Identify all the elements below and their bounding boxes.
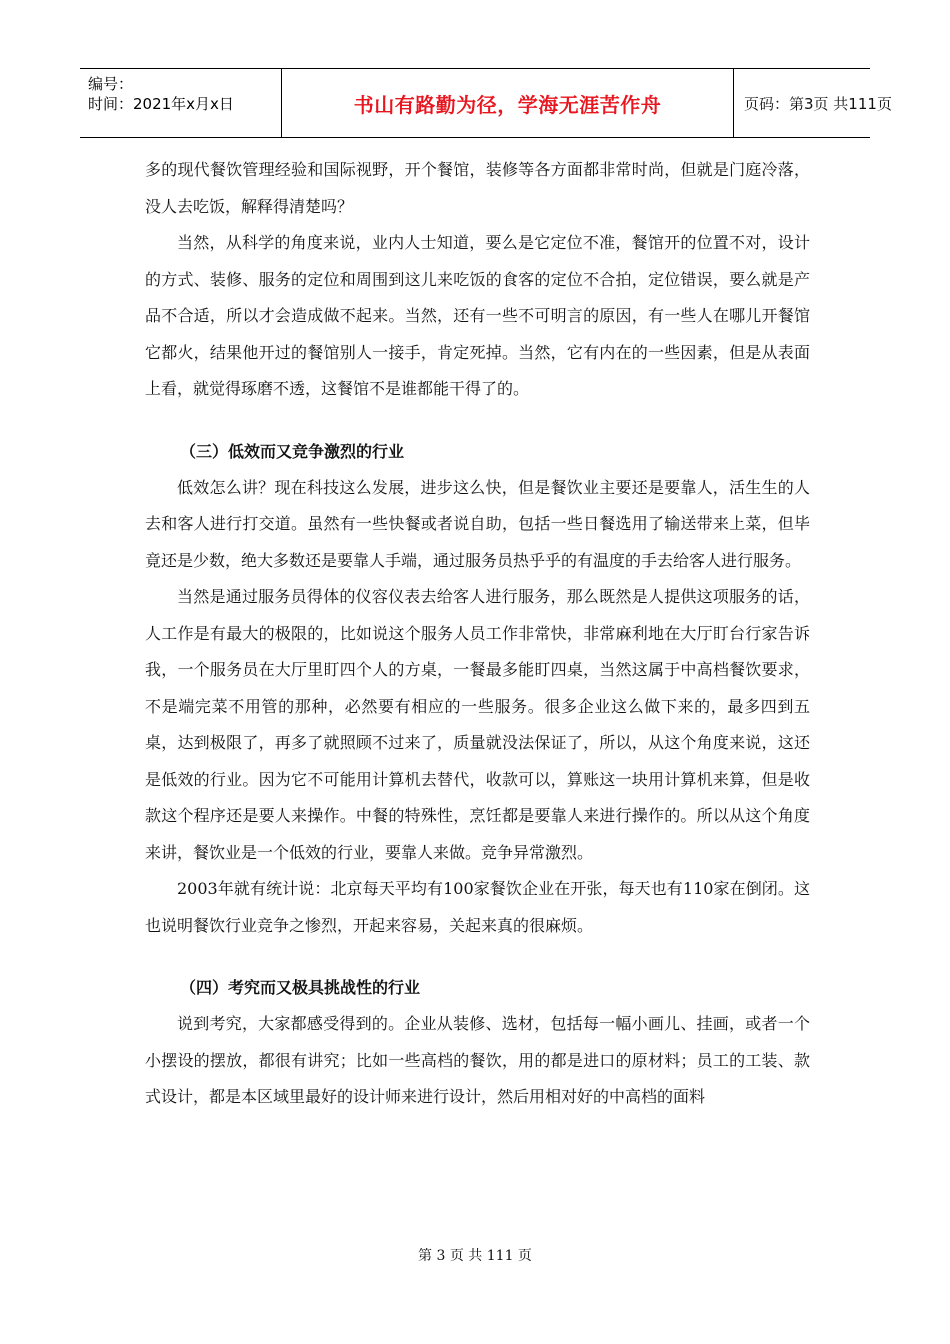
header-page-code: 页码：第3页 共111页 bbox=[744, 94, 892, 113]
header-page-cell bbox=[734, 69, 892, 137]
section-gap bbox=[145, 408, 810, 434]
paragraph: 当然，从科学的角度来说，业内人士知道，要么是它定位不准，餐馆开的位置不对，设计的方式、装修、服务的定位和周围到这儿来吃饭的食客的定位不合拍，定位错误，要么就是产品不合适，所以才会造成做不起来。当然，还有一些不可明言的原因，有一些人在哪儿开餐馆它都火，结果他开过的餐馆别人一接手，肯定死掉。当然，它有内在的一些因素，但是从表面上看，就觉得琢磨不透，这餐馆不是谁都能干得了的。 bbox=[145, 233, 810, 398]
section-heading: （四）考究而又极具挑战性的行业 bbox=[180, 978, 421, 997]
header-motto-cell bbox=[282, 69, 734, 137]
paragraph: 2003年就有统计说：北京每天平均有100家餐饮企业在开张，每天也有110家在倒闭。这也说明餐饮行业竞争之惨烈，开起来容易，关起来真的很麻烦。 bbox=[145, 879, 810, 935]
paragraph: 当然是通过服务员得体的仪容仪表去给客人进行服务，那么既然是人提供这项服务的话，人工作是有最大的极限的，比如说这个服务人员工作非常快，非常麻利地在大厅盯台行家告诉我，一个服务员在大厅里盯四个人的方桌，一餐最多能盯四桌，当然这属于中高档餐饮要求，不是端完菜不用管的那种，必然要有相应的一些服务。很多企业这么做下来的，最多四到五桌，达到极限了，再多了就照顾不过来了，质量就没法保证了，所以，从这个角度来说，这还是低效的行业。因为它不可能用计算机去替代，收款可以，算账这一块用计算机来算，但是收款这个程序还是要人来操作。中餐的特殊性，烹饪都是要靠人来进行操作的。所以从这个角度来讲，餐饮业是一个低效的行业，要靠人来做。竞争异常激烈。 bbox=[145, 587, 810, 862]
paragraph: 说到考究，大家都感受得到的。企业从装修、选材，包括每一幅小画儿、挂画，或者一个小摆设的摆放，都很有讲究；比如一些高档的餐饮，用的都是进口的原材料；员工的工装、款式设计，都是本区域里最好的设计师来进行设计，然后用相对好的中高档的面料 bbox=[145, 1014, 810, 1106]
document-body bbox=[145, 152, 810, 1116]
document-date: 时间：2021年x月x日 bbox=[88, 95, 234, 113]
document-number-label: 编号： bbox=[88, 75, 134, 93]
header-meta-cell bbox=[80, 69, 282, 137]
page-header bbox=[80, 68, 892, 138]
paragraph: 多的现代餐饮管理经验和国际视野，开个餐馆，装修等各方面都非常时尚，但就是门庭冷落，没人去吃饭，解释得清楚吗？ bbox=[145, 160, 810, 216]
section-gap bbox=[145, 944, 810, 970]
header-motto: 书山有路勤为径，学海无涯苦作舟 bbox=[353, 92, 662, 117]
section-heading: （三）低效而又竞争激烈的行业 bbox=[180, 441, 405, 461]
paragraph: 低效怎么讲？现在科技这么发展，进步这么快，但是餐饮业主要还是要靠人，活生生的人去和客人进行打交道。虽然有一些快餐或者说自助，包括一些日餐选用了输送带来上菜，但毕竟还是少数，绝大多数还是要靠人手端，通过服务员热乎乎的有温度的手去给客人进行服务。 bbox=[145, 477, 810, 570]
page-footer: 第 3 页 共 111 页 bbox=[418, 1248, 532, 1264]
